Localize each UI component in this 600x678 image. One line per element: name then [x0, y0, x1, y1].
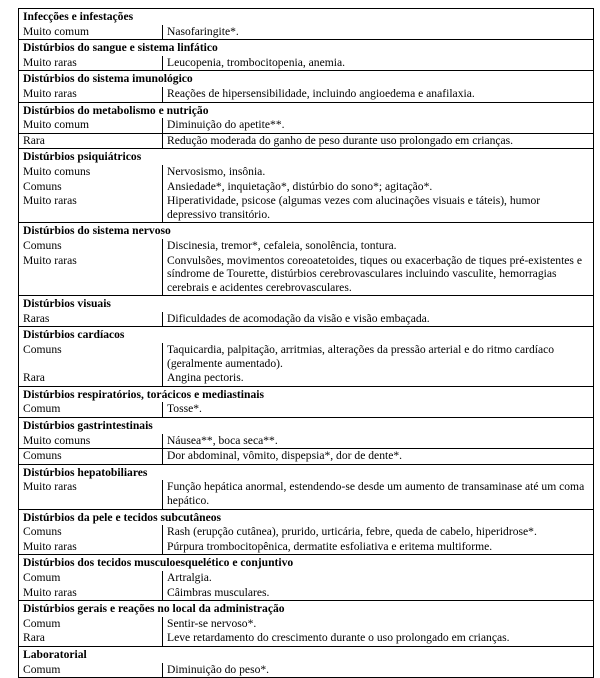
- adverse-reactions-table-container: [18, 8, 593, 678]
- reaction-cell: Diminuição do apetite**.: [163, 118, 594, 133]
- reaction-cell: Sentir-se nervoso*.: [163, 617, 594, 632]
- table-row: [19, 87, 594, 102]
- table-row: [19, 663, 594, 678]
- section-title: Distúrbios do sistema imunológico: [19, 71, 594, 87]
- reaction-cell: Discinesia, tremor*, cefaleia, sonolência, tontura.: [163, 239, 594, 254]
- frequency-cell: Muito comum: [19, 25, 163, 40]
- reaction-cell: Reações de hipersensibilidade, incluindo angioedema e anafilaxia.: [163, 87, 594, 102]
- reaction-cell: Angina pectoris.: [163, 371, 594, 386]
- frequency-cell: Muito raras: [19, 540, 163, 555]
- table-row: [19, 343, 594, 371]
- table-row: [19, 449, 594, 465]
- section-header-row: [19, 601, 594, 617]
- reaction-cell: Nasofaringite*.: [163, 25, 594, 40]
- section-header-row: [19, 327, 594, 343]
- frequency-cell: Comuns: [19, 343, 163, 371]
- frequency-cell: Muito raras: [19, 254, 163, 296]
- section-header-row: [19, 418, 594, 434]
- reaction-cell: Função hepática anormal, estendendo-se desde um aumento de transaminase até um coma hepático.: [163, 480, 594, 509]
- frequency-cell: Rara: [19, 133, 163, 149]
- section-header-row: [19, 102, 594, 118]
- reaction-cell: Taquicardia, palpitação, arritmias, alterações da pressão arterial e do ritmo cardíaco (geralmente aumentado).: [163, 343, 594, 371]
- table-row: [19, 165, 594, 180]
- reaction-cell: Leucopenia, trombocitopenia, anemia.: [163, 56, 594, 71]
- table-row: [19, 194, 594, 223]
- reaction-cell: Câimbras musculares.: [163, 586, 594, 601]
- frequency-cell: Comum: [19, 617, 163, 632]
- frequency-cell: Rara: [19, 371, 163, 386]
- frequency-cell: Comuns: [19, 239, 163, 254]
- table-row: [19, 617, 594, 632]
- reaction-cell: Redução moderada do ganho de peso durante uso prolongado em crianças.: [163, 133, 594, 149]
- section-title: Infecções e infestações: [19, 9, 594, 25]
- frequency-cell: Muito comum: [19, 118, 163, 133]
- section-title: Laboratorial: [19, 646, 594, 662]
- section-title: Distúrbios do sistema nervoso: [19, 223, 594, 239]
- table-row: [19, 540, 594, 555]
- section-header-row: [19, 71, 594, 87]
- frequency-cell: Muito raras: [19, 56, 163, 71]
- table-row: [19, 571, 594, 586]
- section-header-row: [19, 296, 594, 312]
- section-title: Distúrbios dos tecidos musculoesquelético e conjuntivo: [19, 555, 594, 571]
- section-header-row: [19, 223, 594, 239]
- table-row: [19, 434, 594, 449]
- table-row: [19, 133, 594, 149]
- reaction-cell: Nervosismo, insônia.: [163, 165, 594, 180]
- section-title: Distúrbios do metabolismo e nutrição: [19, 102, 594, 118]
- reaction-cell: Diminuição do peso*.: [163, 663, 594, 678]
- frequency-cell: Comum: [19, 402, 163, 417]
- section-title: Distúrbios hepatobiliares: [19, 464, 594, 480]
- reaction-cell: Leve retardamento do crescimento durante o uso prolongado em crianças.: [163, 631, 594, 646]
- section-title: Distúrbios visuais: [19, 296, 594, 312]
- reaction-cell: Púrpura trombocitopênica, dermatite esfoliativa e eritema multiforme.: [163, 540, 594, 555]
- reaction-cell: Artralgia.: [163, 571, 594, 586]
- table-row: [19, 312, 594, 327]
- table-row: [19, 254, 594, 296]
- frequency-cell: Comuns: [19, 449, 163, 465]
- frequency-cell: Rara: [19, 631, 163, 646]
- table-row: [19, 480, 594, 509]
- section-title: Distúrbios gastrintestinais: [19, 418, 594, 434]
- section-title: Distúrbios psiquiátricos: [19, 149, 594, 165]
- table-row: [19, 371, 594, 386]
- section-title: Distúrbios respiratórios, torácicos e mediastinais: [19, 386, 594, 402]
- section-title: Distúrbios cardíacos: [19, 327, 594, 343]
- frequency-cell: Comum: [19, 571, 163, 586]
- frequency-cell: Muito raras: [19, 586, 163, 601]
- section-header-row: [19, 386, 594, 402]
- section-header-row: [19, 149, 594, 165]
- reaction-cell: Convulsões, movimentos coreoatetoides, tiques ou exacerbação de tiques pré-existentes e síndrome de Tourette, distúrbios cerebrovasculares incluindo vasculite, hemorragias cerebrais e acidentes cerebrovasculares.: [163, 254, 594, 296]
- table-row: [19, 631, 594, 646]
- frequency-cell: Muito comuns: [19, 165, 163, 180]
- table-row: [19, 586, 594, 601]
- frequency-cell: Muito raras: [19, 194, 163, 223]
- reaction-cell: Hiperatividade, psicose (algumas vezes com alucinações visuais e táteis), humor depressivo transitório.: [163, 194, 594, 223]
- table-row: [19, 525, 594, 540]
- section-header-row: [19, 509, 594, 525]
- table-row: [19, 239, 594, 254]
- frequency-cell: Comuns: [19, 525, 163, 540]
- adverse-reactions-table-body: [19, 9, 594, 678]
- frequency-cell: Muito raras: [19, 87, 163, 102]
- frequency-cell: Comum: [19, 663, 163, 678]
- frequency-cell: Raras: [19, 312, 163, 327]
- section-header-row: [19, 9, 594, 25]
- section-header-row: [19, 555, 594, 571]
- reaction-cell: Tosse*.: [163, 402, 594, 417]
- section-header-row: [19, 464, 594, 480]
- reaction-cell: Dificuldades de acomodação da visão e visão embaçada.: [163, 312, 594, 327]
- reaction-cell: Ansiedade*, inquietação*, distúrbio do sono*; agitação*.: [163, 180, 594, 195]
- frequency-cell: Comuns: [19, 180, 163, 195]
- reaction-cell: Dor abdominal, vômito, dispepsia*, dor de dente*.: [163, 449, 594, 465]
- section-header-row: [19, 40, 594, 56]
- table-row: [19, 118, 594, 133]
- section-title: Distúrbios do sangue e sistema linfático: [19, 40, 594, 56]
- table-row: [19, 180, 594, 195]
- table-row: [19, 25, 594, 40]
- adverse-reactions-table: [18, 8, 594, 678]
- table-row: [19, 402, 594, 417]
- section-title: Distúrbios gerais e reações no local da administração: [19, 601, 594, 617]
- frequency-cell: Muito raras: [19, 480, 163, 509]
- reaction-cell: Rash (erupção cutânea), prurido, urticária, febre, queda de cabelo, hiperidrose*.: [163, 525, 594, 540]
- section-title: Distúrbios da pele e tecidos subcutâneos: [19, 509, 594, 525]
- table-row: [19, 56, 594, 71]
- reaction-cell: Náusea**, boca seca**.: [163, 434, 594, 449]
- section-header-row: [19, 646, 594, 662]
- frequency-cell: Muito comuns: [19, 434, 163, 449]
